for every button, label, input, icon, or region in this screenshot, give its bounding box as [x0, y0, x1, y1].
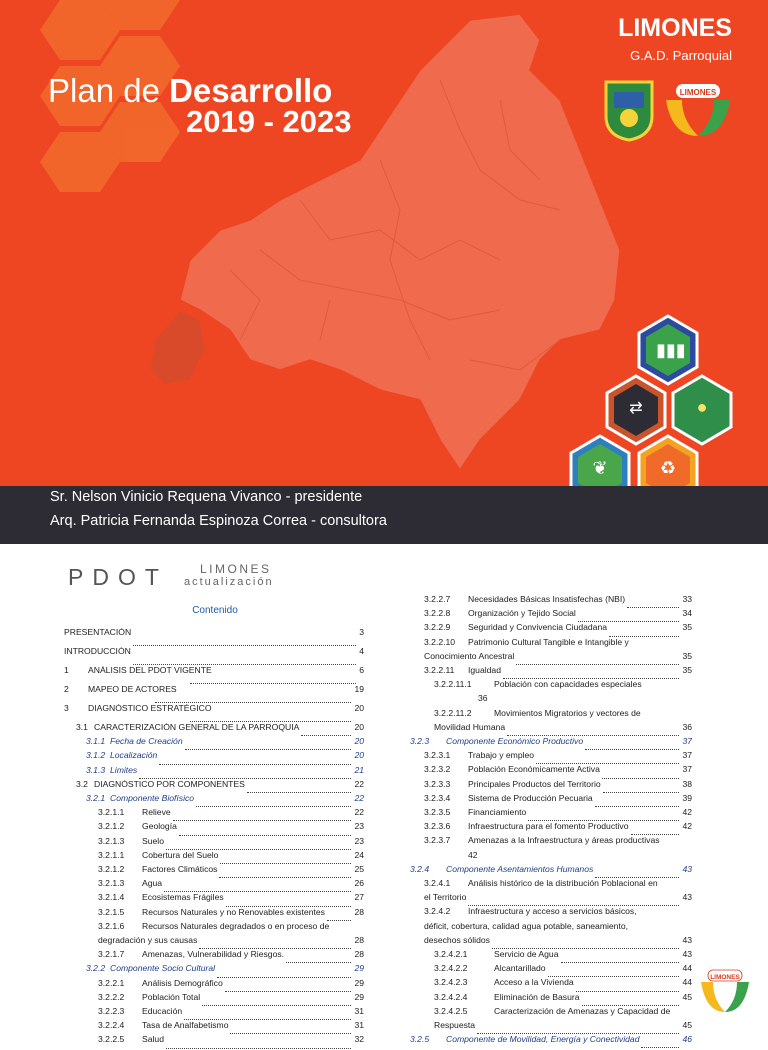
toc-dot-leader [602, 778, 679, 779]
toc-page-number: 46 [682, 1035, 692, 1045]
toc-page-number: 20 [354, 704, 364, 713]
toc-entry-title: el Territorio [424, 893, 467, 903]
toc-dot-leader [247, 792, 351, 793]
toc-entry-number: 3.2.2.9 [424, 623, 451, 633]
toc-page-number: 34 [682, 609, 692, 619]
toc-entry[interactable] [64, 780, 364, 794]
toc-entry-title: Componente Asentamientos Humanos [446, 864, 594, 874]
toc-page-number: 24 [354, 850, 364, 860]
toc-entry-title: Organización y Tejido Social [468, 609, 576, 619]
toc-entry-title: Infraestructura y acceso a servicios básicos, [468, 907, 637, 917]
toc-dot-leader [609, 636, 679, 637]
toc-page-number: 45 [682, 992, 692, 1002]
toc-page-number: 19 [354, 685, 364, 694]
toc-entry[interactable] [410, 638, 692, 652]
toc-entry[interactable] [410, 652, 692, 666]
pdot-heading: PDOT [68, 564, 168, 590]
toc-dot-leader [219, 877, 351, 878]
toc-entry-title: Principales Productos del Territorio [468, 779, 601, 789]
toc-page-number: 36 [682, 722, 692, 732]
toc-entry[interactable] [64, 879, 364, 893]
toc-dot-leader [184, 1019, 351, 1020]
toc-entry-title: Componente de Movilidad, Energía y Conectividad [446, 1035, 640, 1045]
toc-entry-number: 3.2.3.6 [424, 822, 451, 832]
toc-entry-number: 3.2.1 [86, 794, 106, 803]
toc-entry-title: Factores Climáticos [142, 865, 218, 874]
toc-dot-leader [595, 877, 679, 878]
toc-entry-number: 3.2.2.3 [98, 1007, 125, 1016]
toc-entry[interactable] [64, 865, 364, 879]
toc-dot-leader [548, 976, 679, 977]
toc-entry-title: Igualdad [468, 666, 501, 675]
toc-entry-number: 3.2.2 [86, 964, 106, 974]
toc-entry[interactable] [64, 936, 364, 950]
toc-page-number: 35 [682, 623, 692, 633]
toc-entry-number: 3.2.2.11.2 [434, 708, 472, 718]
pdot-actualizacion: actualización [184, 576, 274, 588]
toc-dot-leader [202, 1005, 351, 1006]
toc-page [0, 544, 768, 1045]
toc-entry[interactable] [64, 1021, 364, 1035]
toc-entry-number: 3.2.1.7 [98, 950, 125, 960]
toc-entry[interactable] [64, 893, 364, 907]
toc-entry-title: Agua [142, 879, 163, 889]
toc-page-number: 35 [682, 651, 692, 661]
toc-page-number: 43 [682, 950, 692, 959]
toc-entry-number: 3.2.1.2 [98, 822, 125, 832]
toc-page-number: 28 [354, 936, 364, 945]
toc-page-number: 44 [682, 978, 692, 988]
toc-page-number: 29 [354, 992, 364, 1002]
toc-entry[interactable] [410, 680, 692, 694]
toc-page-number: 22 [354, 794, 364, 803]
toc-entry[interactable] [64, 737, 364, 751]
consultant-name: Arq. Patricia Fernanda Espinoza Correa - consultora [50, 513, 387, 529]
toc-heading: Contenido [192, 605, 238, 616]
toc-dot-leader [196, 806, 351, 807]
toc-page-number: 31 [354, 1021, 364, 1031]
toc-entry-number: 3.2.2.8 [424, 609, 451, 619]
brand-subtitle: G.A.D. Parroquial [630, 48, 732, 63]
toc-dot-leader [133, 645, 356, 646]
brand-name: LIMONES [618, 14, 732, 42]
plan-title: Plan de Desarrollo [48, 72, 333, 109]
toc-entry[interactable] [64, 822, 364, 836]
toc-entry-number: 3.1 [76, 723, 88, 732]
toc-entry-title: Movilidad Humana [434, 722, 506, 732]
toc-entry-title: Geología [142, 822, 177, 832]
toc-entry[interactable] [64, 808, 364, 822]
toc-entry-number: 3.2.4.2.4 [434, 992, 468, 1002]
toc-page-number: 37 [682, 737, 692, 746]
toc-page-number: 29 [354, 978, 364, 988]
toc-dot-leader [641, 1047, 679, 1048]
toc-page-number: 42 [682, 808, 692, 817]
toc-entry-title: Movimientos Migratorios y vectores de [494, 708, 641, 718]
toc-entry-title: Conocimiento Ancestral [424, 651, 515, 661]
toc-entry-number: 3.2.4.1 [424, 879, 451, 888]
recycle-icon: ♻ [659, 458, 677, 478]
pdot-limones: LIMONES [200, 562, 272, 576]
toc-entry-title: ANÁLISIS DEL PDOT VIGENTE [88, 666, 212, 675]
toc-entry[interactable] [64, 851, 364, 865]
toc-right-column [410, 595, 692, 1045]
logo-text: LIMONES [679, 88, 717, 97]
toc-entry-number: 3.2.5 [410, 1035, 430, 1045]
toc-entry-title: CARACTERIZACIÓN GENERAL DE LA PARROQUIA [94, 723, 300, 732]
toc-entry[interactable] [410, 993, 692, 1007]
toc-entry-number: 3.2.2.4 [98, 1021, 125, 1031]
toc-entry[interactable] [64, 766, 364, 780]
toc-entry-title: Seguridad y Convivencia Ciudadana [468, 623, 608, 633]
toc-entry[interactable] [410, 694, 692, 708]
toc-entry-number: 3.2.1.3 [98, 836, 125, 846]
toc-page-number: 3 [359, 628, 364, 637]
toc-entry[interactable] [410, 922, 692, 936]
toc-entry-number: 3.2.2.1 [98, 978, 125, 988]
toc-dot-leader [185, 749, 351, 750]
toc-entry-title: Población con capacidades especiales [494, 680, 642, 690]
toc-entry[interactable] [64, 647, 364, 666]
toc-entry-title: Acceso a la Vivienda [494, 978, 574, 988]
toc-entry[interactable] [410, 808, 692, 822]
toc-dot-leader [230, 1033, 351, 1034]
toc-entry-title: Educación [142, 1007, 183, 1016]
toc-entry-title: Recursos Naturales y no Renovables existentes [142, 907, 325, 917]
toc-entry[interactable] [410, 865, 692, 879]
toc-entry[interactable] [410, 1021, 692, 1035]
toc-page-number: 35 [682, 666, 692, 675]
coat-of-arms-logo [600, 78, 658, 142]
toc-dot-leader [190, 683, 356, 684]
toc-entry-title: Trabajo y empleo [468, 751, 535, 761]
toc-entry-number: 3.2.2.11 [424, 666, 455, 675]
toc-entry[interactable] [410, 780, 692, 794]
toc-entry-title: Componente Socio Cultural [110, 964, 216, 974]
toc-dot-leader [155, 702, 351, 703]
toc-dot-leader [179, 835, 351, 836]
toc-entry[interactable] [410, 1035, 692, 1049]
toc-entry-number: 3.2.3.4 [424, 793, 451, 803]
toc-page-number: 23 [354, 836, 364, 846]
toc-dot-leader [477, 1033, 679, 1034]
toc-dot-leader [576, 991, 679, 992]
toc-page-number: 28 [354, 907, 364, 917]
toc-entry-number: 3.2.3 [410, 737, 430, 746]
toc-entry[interactable] [64, 751, 364, 765]
toc-page-number: 29 [354, 964, 364, 974]
toc-entry-title: MAPEO DE ACTORES [88, 685, 177, 694]
toc-entry[interactable] [64, 964, 364, 978]
toc-entry-title: Componente Biofísico [110, 794, 195, 803]
toc-entry-title: Componente Económico Productivo [446, 737, 584, 746]
toc-page-number: 43 [682, 864, 692, 874]
toc-page-number: 37 [682, 765, 692, 775]
toc-entry-number: 1 [64, 666, 69, 675]
toc-entry-number: 3.1.3 [86, 765, 106, 775]
toc-page-number: 20 [354, 737, 364, 747]
toc-entry-number: 3.2.4.2.5 [434, 1006, 468, 1016]
toc-entry[interactable] [64, 979, 364, 993]
toc-entry[interactable] [410, 737, 692, 751]
toc-dot-leader [627, 607, 679, 608]
toc-entry-title: Suelo [142, 836, 164, 846]
toc-entry-title: Necesidades Básicas Insatisfechas (NBI) [468, 595, 626, 604]
toc-dot-leader [578, 621, 679, 622]
toc-entry-title: Recursos Naturales degradados o en proceso de [142, 921, 330, 931]
toc-entry-number: 3.2.3.3 [424, 779, 451, 789]
cover-panel [0, 0, 768, 486]
toc-entry-title: Limites [110, 765, 138, 775]
toc-dot-leader [528, 820, 679, 821]
toc-dot-leader [603, 792, 679, 793]
toc-dot-leader [286, 962, 351, 963]
lightbulb-icon: ● [696, 397, 708, 417]
toc-page-number: 43 [682, 935, 692, 945]
toc-entry-title: déficit, cobertura, calidad agua potable, saneamiento, [424, 921, 628, 931]
toc-entry[interactable] [64, 837, 364, 851]
toc-entry[interactable] [410, 794, 692, 808]
toc-entry-title: DIAGNÓSTICO ESTRATÉGICO [88, 704, 212, 713]
toc-page-number: 23 [354, 822, 364, 832]
toc-entry[interactable] [410, 978, 692, 992]
toc-entry[interactable] [410, 893, 692, 907]
toc-entry[interactable] [410, 595, 692, 609]
toc-entry-number: 3.2 [76, 779, 88, 789]
toc-entry-number: 3.2.2.10 [424, 637, 456, 647]
toc-entry-title: Respuesta [434, 1021, 476, 1030]
toc-entry[interactable] [64, 704, 364, 723]
toc-entry-number: 3 [64, 704, 69, 713]
limones-logo [662, 80, 734, 140]
toc-entry-number: 3.2.4.2.2 [434, 964, 468, 974]
toc-dot-leader [217, 977, 351, 978]
toc-entry-number: 3.2.2.5 [98, 1035, 125, 1045]
toc-entry-number: 3.2.4.2.3 [434, 978, 468, 988]
toc-entry-title: PRESENTACIÓN [64, 628, 132, 637]
toc-entry-title: Financiamiento [468, 808, 527, 817]
toc-dot-leader [507, 735, 679, 736]
toc-entry[interactable] [410, 907, 692, 921]
plan-years: 2019 - 2023 [186, 104, 352, 139]
toc-dot-leader [225, 991, 351, 992]
toc-dot-leader [159, 764, 351, 765]
toc-page-number: 20 [354, 723, 364, 732]
toc-entry[interactable] [410, 851, 692, 865]
toc-entry[interactable] [410, 751, 692, 765]
toc-entry[interactable] [64, 1035, 364, 1049]
toc-dot-leader [582, 1005, 679, 1006]
toc-entry-title: Amenazas, Vulnerabilidad y Riesgos. [142, 950, 285, 960]
toc-dot-leader [220, 863, 351, 864]
toc-entry[interactable] [64, 993, 364, 1007]
toc-entry-number: 3.2.1.1 [98, 850, 125, 860]
toc-page-number: 32 [354, 1035, 364, 1045]
toc-page-number: 4 [359, 647, 364, 656]
toc-entry-title: Amenazas a la Infraestructura y áreas productivas [468, 836, 660, 846]
toc-dot-leader [166, 1048, 351, 1049]
toc-page-number: 6 [359, 666, 364, 675]
president-name: Sr. Nelson Vinicio Requena Vivanco - presidente [50, 489, 363, 505]
toc-entry-number: 3.2.2.2 [98, 992, 125, 1002]
toc-dot-leader [492, 948, 679, 949]
toc-dot-leader [199, 948, 351, 949]
toc-page-number: 27 [354, 893, 364, 903]
toc-entry-number: 3.2.3.5 [424, 808, 451, 817]
toc-entry-number: 3.2.1.2 [98, 865, 125, 874]
toc-entry-title: Relieve [142, 808, 171, 818]
toc-entry[interactable] [410, 879, 692, 893]
toc-page-number: 33 [682, 595, 692, 604]
toc-entry[interactable] [410, 836, 692, 850]
toc-entry-title: Eliminación de Basura [494, 992, 580, 1002]
toc-page-number: 22 [354, 779, 364, 789]
toc-dot-leader [516, 664, 679, 665]
toc-dot-leader [585, 749, 679, 750]
toc-entry-number: 3.2.3.7 [424, 836, 451, 846]
toc-entry-title: Tasa de Analfabetismo [142, 1021, 229, 1031]
toc-entry[interactable] [64, 950, 364, 964]
toc-dot-leader [226, 906, 351, 907]
handshake-icon: ⇄ [629, 400, 643, 417]
toc-entry-title: Análisis histórico de la distribución Poblacional en [468, 879, 658, 888]
toc-dot-leader [561, 962, 679, 963]
toc-dot-leader [164, 891, 351, 892]
toc-dot-leader [166, 849, 351, 850]
toc-entry-title: Sistema de Producción Pecuaria [468, 793, 593, 803]
toc-entry-title: desechos sólidos [424, 935, 490, 945]
toc-page-number: 45 [682, 1021, 692, 1030]
toc-page-number: 42 [682, 822, 692, 832]
author-band [0, 486, 768, 544]
toc-dot-leader [468, 905, 679, 906]
toc-entry-title: degradación y sus causas [98, 936, 198, 945]
toc-entry[interactable] [64, 723, 364, 737]
toc-page-number: 38 [682, 779, 692, 789]
footer-limones-logo [698, 968, 752, 1014]
toc-entry[interactable] [410, 709, 692, 723]
toc-entry-title: Alcantarillado [494, 964, 546, 974]
toc-entry[interactable] [410, 1007, 692, 1021]
toc-entry-number: 3.2.4.2 [424, 907, 451, 917]
toc-entry-title: Localización [110, 751, 158, 761]
toc-entry-title: Análisis Demográfico [142, 978, 223, 988]
toc-entry[interactable] [64, 666, 364, 685]
toc-entry-title: DIAGNÓSTICO POR COMPONENTES [94, 779, 245, 789]
toc-left-column [64, 628, 364, 1045]
toc-page-number: 25 [354, 865, 364, 874]
toc-entry-title: Ecosistemas Frágiles [142, 893, 224, 903]
toc-entry-title: 36 [478, 694, 488, 704]
toc-page-number: 37 [682, 751, 692, 761]
toc-entry[interactable] [64, 1007, 364, 1021]
toc-entry-title: Salud [142, 1035, 164, 1045]
toc-entry-number: 3.1.1 [86, 737, 106, 747]
toc-entry-number: 3.2.1.6 [98, 921, 125, 931]
toc-entry[interactable] [410, 964, 692, 978]
toc-entry-title: Patrimonio Cultural Tangible e Intangible y [468, 637, 629, 647]
toc-entry-title: Cobertura del Suelo [142, 850, 219, 860]
toc-entry-number: 3.2.2.7 [424, 595, 451, 604]
toc-page-number: 43 [682, 893, 692, 903]
toc-entry-number: 2 [64, 685, 69, 694]
toc-entry[interactable] [64, 908, 364, 922]
toc-page-number: 28 [354, 950, 364, 960]
toc-page-number: 26 [354, 879, 364, 889]
toc-entry-number: 3.2.4.2.1 [434, 950, 468, 959]
toc-page-number: 21 [354, 765, 364, 775]
toc-dot-leader [301, 735, 351, 736]
toc-entry-title: Fecha de Creación [110, 737, 183, 747]
toc-entry-number: 3.2.4 [410, 864, 430, 874]
toc-entry[interactable] [410, 950, 692, 964]
leaf-icon: ❦ [592, 458, 608, 478]
toc-entry[interactable] [64, 685, 364, 704]
toc-entry-title: Población Económicamente Activa [468, 765, 600, 775]
toc-dot-leader [536, 763, 679, 764]
toc-entry[interactable] [410, 666, 692, 680]
toc-page-number: 44 [682, 964, 692, 974]
toc-dot-leader [595, 806, 679, 807]
toc-entry-number: 3.2.1.1 [98, 808, 125, 818]
toc-entry-title: Infraestructura para el fomento Productivo [468, 822, 629, 832]
toc-entry[interactable] [64, 794, 364, 808]
toc-entry[interactable] [64, 628, 364, 647]
toc-entry[interactable] [410, 609, 692, 623]
toc-entry-number: 3.2.1.4 [98, 893, 125, 903]
toc-entry[interactable] [410, 723, 692, 737]
toc-entry-title: Caracterización de Amenazas y Capacidad de [494, 1006, 671, 1016]
toc-entry-title: Población Total [142, 992, 201, 1002]
toc-entry[interactable] [410, 822, 692, 836]
toc-entry-number: 3.2.3.2 [424, 765, 451, 775]
toc-dot-leader [190, 721, 351, 722]
toc-entry-number: 3.1.2 [86, 751, 106, 761]
toc-page-number: 39 [682, 793, 692, 803]
toc-entry-title: Servicio de Agua [494, 950, 559, 959]
toc-dot-leader [133, 664, 356, 665]
toc-entry[interactable] [410, 936, 692, 950]
toc-page-number: 20 [354, 751, 364, 761]
toc-entry-number: 3.2.2.11.1 [434, 680, 472, 690]
toc-entry-title: INTRODUCCIÓN [64, 647, 131, 656]
growth-chart-icon: ▮▮▮ [656, 340, 686, 360]
toc-entry-number: 3.2.3.1 [424, 751, 451, 761]
toc-entry[interactable] [64, 922, 364, 936]
toc-entry-title: 42 [468, 850, 478, 860]
toc-entry[interactable] [410, 623, 692, 637]
toc-dot-leader [631, 834, 679, 835]
toc-dot-leader [173, 820, 351, 821]
toc-entry-number: 3.2.1.5 [98, 907, 125, 917]
footer-logo-text: LIMONES [710, 974, 740, 981]
toc-dot-leader [139, 778, 351, 779]
toc-page-number: 31 [354, 1007, 364, 1016]
toc-dot-leader [503, 678, 679, 679]
toc-entry-number: 3.2.1.3 [98, 879, 125, 889]
toc-entry[interactable] [410, 765, 692, 779]
toc-page-number: 22 [354, 808, 364, 818]
toc-dot-leader [327, 920, 351, 921]
